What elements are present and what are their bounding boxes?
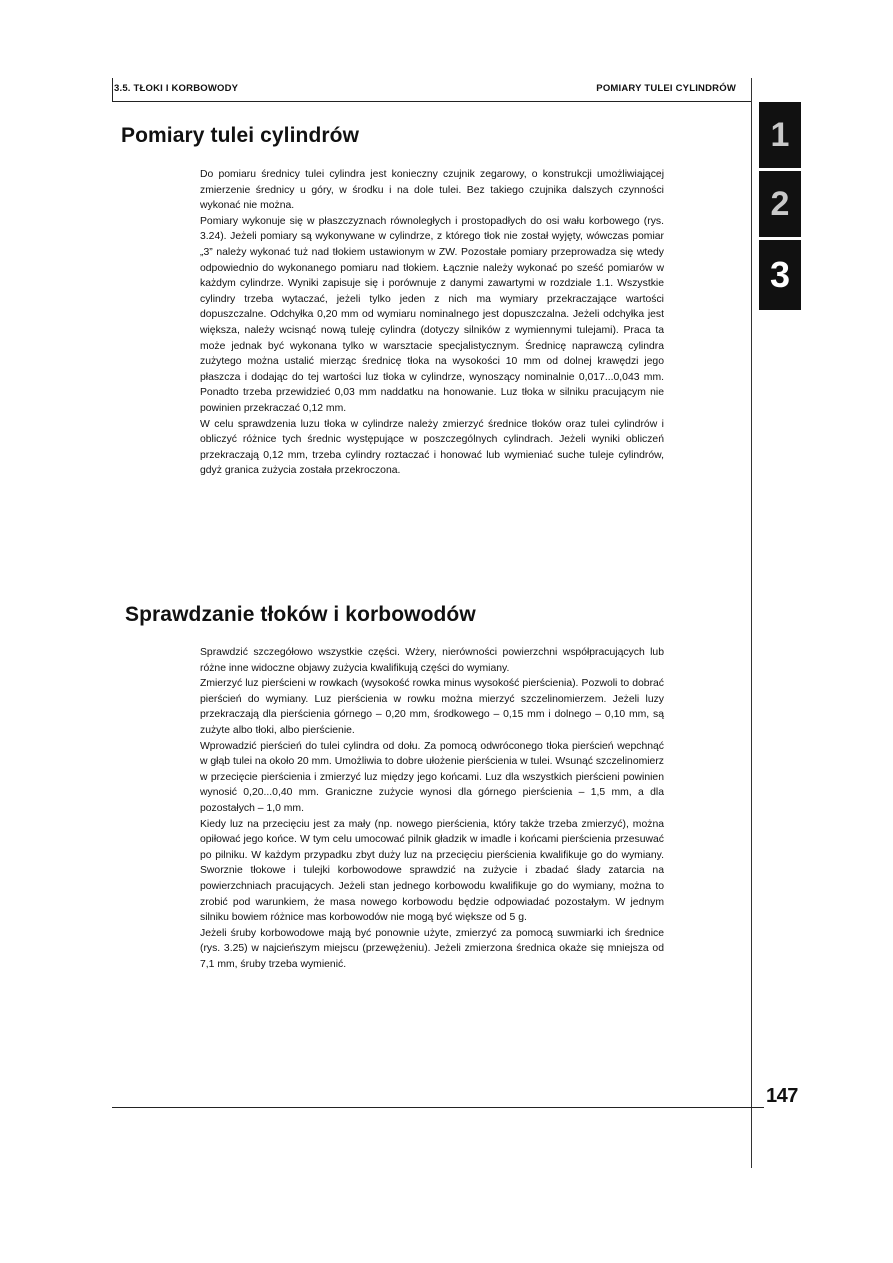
paragraph: Zmierzyć luz pierścieni w rowkach (wysokość rowka minus wysokość pierścienia). Pozwoli to dobrać pierścień do wymiany. Luz pierścienia w rowku można mierzyć szczelinomierzem. Jeżeli luzy przekraczają dla pierścienia górnego – 0,20 mm, środkowego – 0,15 mm i dolnego – 0,10 mm, są zużyte albo tłoki, albo pierścienie. (200, 678, 664, 736)
paragraph: Pomiary wykonuje się w płaszczyznach równoległych i prostopadłych do osi wału korbowego (rys. 3.24). Jeżeli pomiary są wykonywane w cylindrze, z którego tłok nie został wyjęty, wówczas pomiar „3” należy wykonać tuż nad tłokiem ustawionym w ZW. Pozostałe pomiary przeprowadza się wtedy odpowiednio do wykonanego pomiaru nad tłokiem. Łącznie należy wykonać po sześć pomiarów w każdym cylindrze. Wyniki zapisuje się i porównuje z danymi zawartymi w rozdziale 1.1. Wszystkie cylindry trzeba wytaczać, jeżeli tylko jeden z nich ma wymiary przekraczające wartości dopuszczalne. Odchyłka 0,20 mm od wymiaru nominalnego jest dopuszczalna. Jeżeli odchyłka jest większa, należy wcisnąć nową tuleję cylindra (dotyczy silników z wymiennymi tulejami). Praca ta może jednak być wykonana tylko w warsztacie specjalistycznym. Średnicę naprawczą cylindra zużytego można ustalić mierząc średnicę tłoka na wysokości 10 mm od dolnej krawędzi jego płaszcza i dodając do tej wartości luz tłoka w cylindrze, wynoszący nominalnie 0,017...0,043 mm. Ponadto trzeba przewidzieć 0,03 mm naddatku na honowanie. Luz tłoka w silniku pracującym nie powinien przekraczać 0,12 mm. (200, 215, 664, 414)
page-number: 147 (766, 1085, 798, 1107)
paragraph: Sprawdzić szczegółowo wszystkie części. Wżery, nierówności powierzchni współpracujących lub różne inne widoczne objawy zużycia kwalifikują części do wymiany. (200, 647, 664, 674)
margin-rule (751, 78, 752, 1168)
chapter-tab-3-active: 3 (759, 240, 801, 310)
chapter-tab-2: 2 (759, 171, 801, 237)
paragraph: Kiedy luz na przecięciu jest za mały (np. nowego pierścienia, który także trzeba zmierzyć), można opiłować jego końce. W tym celu umocować pilnik gładzik w imadle i końcami pierścienia przesuwać po pilniku. W każdym przypadku zbyt duży luz na przecięciu pierścienia kwalifikuje go do wymiany. Sworznie tłokowe i tulejki korbowodowe sprawdzić na zużycie i zbadać ślady zatarcia na powierzchniach pracujących. Jeżeli stan jednego korbowodu kwalifikuje go do wymiany, można to zrobić pod warunkiem, że masa nowego korbowodu będzie odpowiadać pozostałym. W jednym silniku bowiem różnice mas korbowodów nie mogą być większe od 5 g. (200, 818, 664, 924)
paragraph: Wprowadzić pierścień do tulei cylindra od dołu. Za pomocą odwróconego tłoka pierścień wepchnąć w głąb tulei na około 20 mm. Umożliwia to dobre ułożenie pierścienia w tulei. Wsunąć szczelinomierz w przecięcie pierścienia i zmierzyć luz między jego końcami. Luz dla wszystkich pierścieni powinien wynosić 0,20...0,40 mm. Graniczne zużycie wynosi dla górnego pierścienia – 1,5 mm, a dla pozostałych – 1,0 mm. (200, 740, 664, 814)
header-right: POMIARY TULEI CYLINDRÓW (596, 83, 736, 94)
header-left: 3.5. TŁOKI I KORBOWODY (114, 83, 239, 94)
paragraph: Do pomiaru średnicy tulei cylindra jest konieczny czujnik zegarowy, o konstrukcji umożliwiającej zmierzenie średnicy u góry, w środku i na dole tulei. Bez takiego czujnika dalszych czynności wykonać nie można. (200, 169, 664, 212)
section-title-piston-check: Sprawdzanie tłoków i korbowodów (125, 603, 476, 626)
paragraph: Jeżeli śruby korbowodowe mają być ponownie użyte, zmierzyć za pomocą suwmiarki ich średnice (rys. 3.25) w najcieńszym miejscu (przewężeniu). Jeżeli zmierzona średnica okaże się mniejsza od 7,1 mm, śruby trzeba wymienić. (200, 927, 664, 970)
chapter-tab-1: 1 (759, 102, 801, 168)
section-title-cylinder-measurement: Pomiary tulei cylindrów (121, 124, 360, 147)
chapter-tabs (759, 102, 801, 313)
paragraph: W celu sprawdzenia luzu tłoka w cylindrze należy zmierzyć średnice tłoków oraz tulei cylindrów i obliczyć różnice tych średnic występujące w poszczególnych cylindrach. Jeżeli wyniki obliczeń przekraczają 0,12 mm, trzeba cylindry roztaczać i honować lub wymieniać suche tuleje cylindrów, gdyż granica zużycia została przekroczona. (200, 418, 664, 477)
section-body-piston-check (200, 645, 664, 972)
header-rule (112, 101, 752, 102)
section-body-cylinder-measurement (200, 167, 664, 479)
header-left-rule (112, 78, 113, 102)
footer-rule (112, 1107, 764, 1108)
